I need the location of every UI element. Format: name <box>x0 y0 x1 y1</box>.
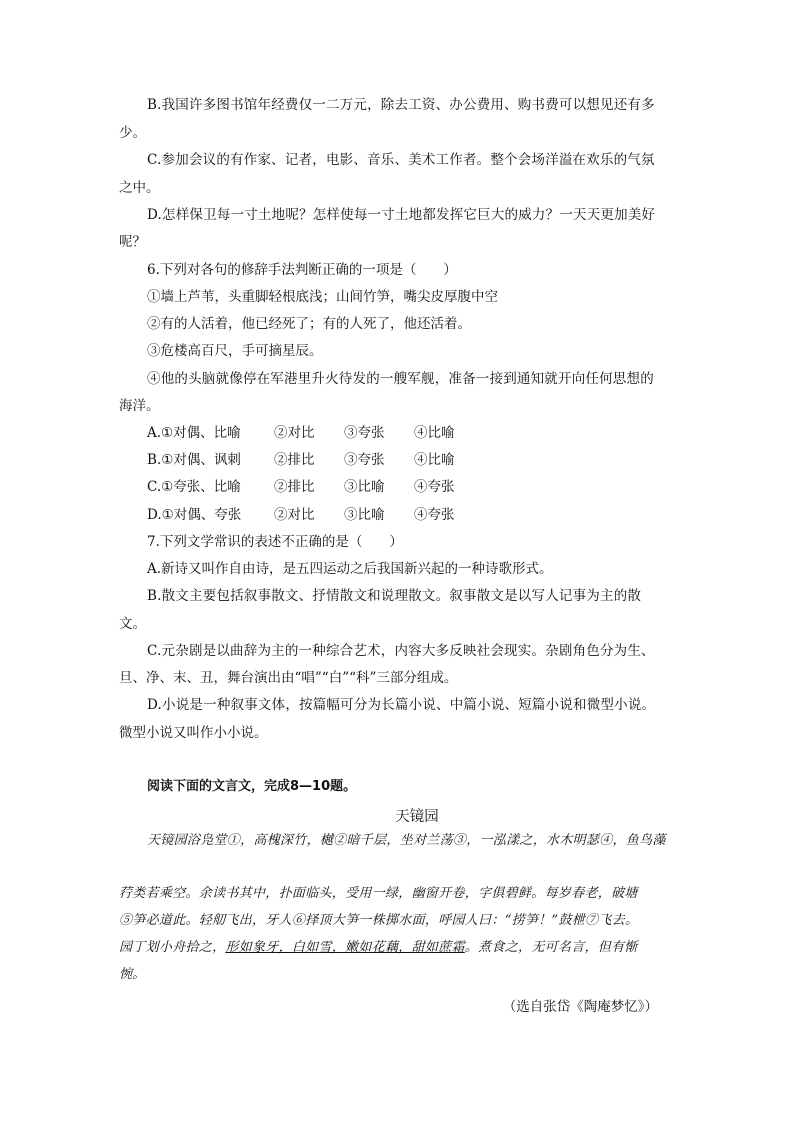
q7-option-c-line2: 旦、净、末、丑，舞台演出由“唱”“白”“科”三部分组成。 <box>119 670 458 686</box>
q6-sentence-4-line1: ④他的头脑就像停在军港里升火待发的一艘军舰，准备一接到通知就开向任何思想的 <box>147 371 654 387</box>
q5-option-d-line1: D.怎样保卫每一寸土地呢？怎样使每一寸土地都发挥它巨大的威力？一天天更加美好 <box>147 207 656 223</box>
q7-option-d-line1: D.小说是一种叙事文体，按篇幅可分为长篇小说、中篇小说、短篇小说和微型小说。 <box>147 697 656 713</box>
q7-stem: 7.下列文学常识的表述不正确的是（ ） <box>147 534 403 550</box>
q6-option-b-part4: ④比喻 <box>414 452 455 468</box>
q6-sentence-1: ①墙上芦苇，头重脚轻根底浅；山间竹笋，嘴尖皮厚腹中空 <box>147 289 498 305</box>
q6-option-a-part4: ④比喻 <box>414 425 455 441</box>
q6-option-c-part1: C.①夸张、比喻 <box>147 479 241 495</box>
q5-option-c-line2: 之中。 <box>119 180 160 196</box>
q6-option-d-part4: ④夸张 <box>414 507 455 523</box>
passage-line-1: 天镜园浴凫堂①，高槐深竹，樾②暗千层，坐对兰荡③，一泓漾之，水木明瑟④，鱼鸟藻 <box>147 833 666 848</box>
q5-option-c-line1: C.参加会议的有作家、记者，电影、音乐、美术工作者。整个会场洋溢在欢乐的气氛 <box>147 152 655 168</box>
passage-line-3: ⑤笋必道此。轻舠飞出，牙人⑥择顶大笋一株掷水面，呼园人曰：“捞笋！”鼓枻⑦飞去。 <box>119 913 639 928</box>
q6-option-d-part1: D.①对偶、夸张 <box>147 507 242 523</box>
q6-option-a-part3: ③夸张 <box>344 425 385 441</box>
q6-option-b-part2: ②排比 <box>274 452 315 468</box>
passage-line-4-start: 园丁划小舟拾之， <box>119 940 226 955</box>
reading-instruction: 阅读下面的文言文，完成8—10题。 <box>147 779 357 794</box>
q6-option-a-part2: ②对比 <box>274 425 315 441</box>
q7-option-a: A.新诗又叫作自由诗，是五四运动之后我国新兴起的一种诗歌形式。 <box>147 561 553 577</box>
q7-option-c-line1: C.元杂剧是以曲辞为主的一种综合艺术，内容大多反映社会现实。杂剧角色分为生、 <box>147 643 655 659</box>
q7-option-b-line2: 文。 <box>119 616 146 632</box>
passage-line-2: 荇类若乘空。余读书其中，扑面临头，受用一绿，幽窗开卷，字俱碧鲜。每岁春老，破塘 <box>119 886 638 901</box>
q6-option-c-part3: ③比喻 <box>344 479 385 495</box>
passage-title: 天镜园 <box>395 809 439 825</box>
q5-option-b-line1: B.我国许多图书馆年经费仅一二万元，除去工资、办公费用、购书费可以想见还有多 <box>147 97 655 113</box>
q6-option-b-part1: B.①对偶、讽刺 <box>147 452 241 468</box>
passage-line-5: 惋。 <box>119 967 146 982</box>
q6-sentence-3: ③危楼高百尺，手可摘星辰。 <box>147 343 323 359</box>
underlined-description: 形如象牙，白如雪，嫩如花藕，甜如蔗霜 <box>225 940 465 955</box>
passage-line-4 <box>119 940 638 956</box>
q6-sentence-4-line2: 海洋。 <box>119 398 160 414</box>
q6-sentence-2: ②有的人活着，他已经死了；有的人死了，他还活着。 <box>147 316 471 332</box>
q6-option-d-part2: ②对比 <box>274 507 315 523</box>
q7-option-d-line2: 微型小说又叫作小小说。 <box>119 725 268 741</box>
q6-stem: 6.下列对各句的修辞手法判断正确的一项是（ ） <box>147 262 457 278</box>
q5-option-d-line2: 呢？ <box>119 234 146 250</box>
q6-option-a-part1: A.①对偶、比喻 <box>147 425 241 441</box>
passage-source: （选自张岱《陶庵梦忆》） <box>502 999 658 1015</box>
q6-option-c-part4: ④夸张 <box>414 479 455 495</box>
q6-option-c-part2: ②排比 <box>274 479 315 495</box>
q7-option-b-line1: B.散文主要包括叙事散文、抒情散文和说理散文。叙事散文是以写人记事为主的散 <box>147 588 642 604</box>
passage-line-4-end: 。煮食之，无可名言，但有惭 <box>464 940 638 955</box>
q6-option-b-part3: ③夸张 <box>344 452 385 468</box>
q6-option-d-part3: ③比喻 <box>344 507 385 523</box>
q5-option-b-line2: 少。 <box>119 125 146 141</box>
